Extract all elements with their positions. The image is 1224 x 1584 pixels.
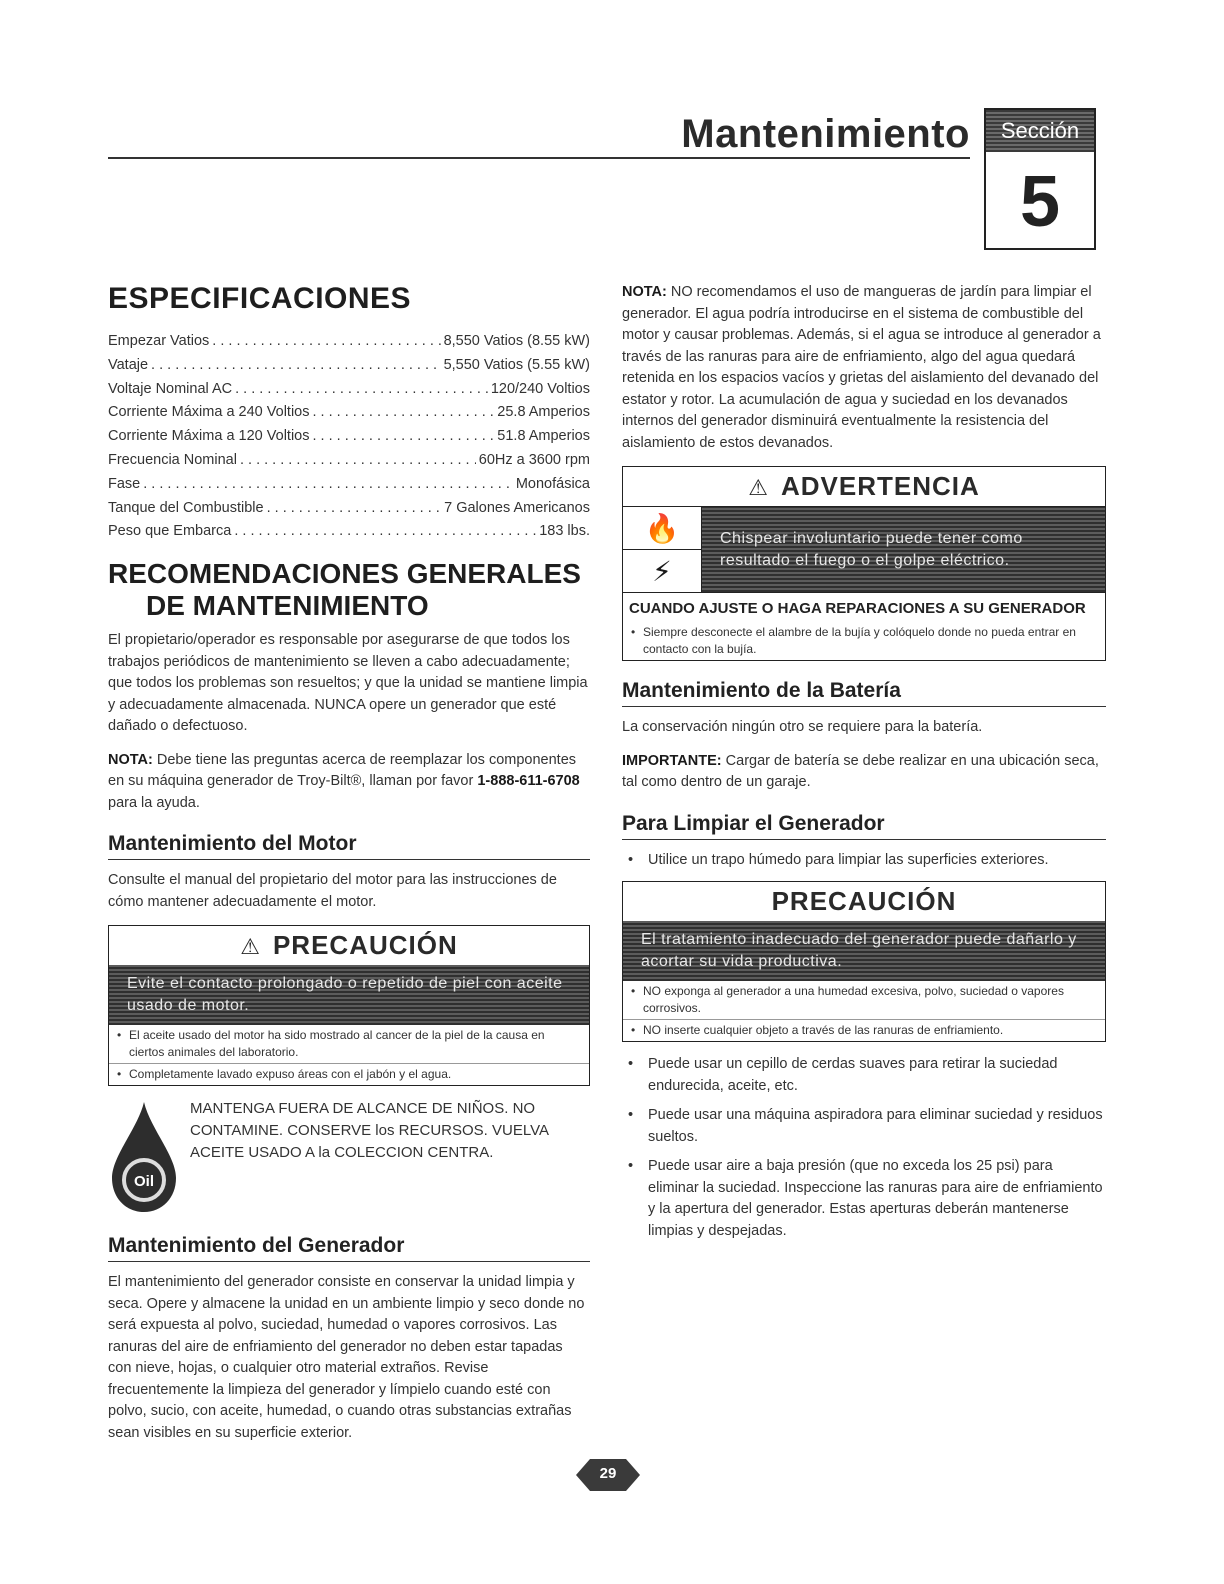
right-column <box>622 282 1106 1250</box>
spec-label: Fase <box>108 475 141 492</box>
nota-paragraph <box>108 750 590 815</box>
generator-text: El mantenimiento del generador consiste en conservar la unidad limpia y seca. Opere y almacene la unidad en un ambiente limpio y seco donde no será expuesta al polvo, suciedad, humedad o vapores corrosivos. Las ranuras del aire de enfriamiento del generador no deben estar tapadas con nieve, hojas, o cualquier otro material extraños. Revise frecuentemente la limpieza del generador y límpielo cuando esté con polvo, sucio, con aceite, humedad, o cuando otras substancias extrañas sean visibles en su superficie exterior. <box>108 1274 585 1441</box>
spec-label: Voltaje Nominal AC <box>108 380 233 397</box>
oil-drop-recycle-icon <box>108 1098 180 1216</box>
motor-text: Consulte el manual del propietario del motor para las instrucciones de cómo mantener adecuadamente el motor. <box>108 872 557 910</box>
importante-text: Cargar de batería se debe realizar en una ubicación seca, tal como dentro de un garaje. <box>622 752 1099 790</box>
oil-recycle-notice <box>108 1098 590 1216</box>
spec-label: Frecuencia Nominal <box>108 451 237 468</box>
cleaning-bullet: • Utilice un trapo húmedo para limpiar las superficies exteriores. <box>622 850 1106 872</box>
nota-right-label: NOTA: <box>622 284 667 300</box>
spec-value: 25.8 Amperios <box>497 404 590 421</box>
spec-row <box>108 330 590 354</box>
specs-list <box>108 330 590 544</box>
spec-label: Vataje <box>108 356 149 373</box>
warning-icons <box>623 507 702 592</box>
recommendations-heading <box>108 558 590 622</box>
cleaning-bullet: • Puede usar una máquina aspiradora para eliminar suciedad y residuos sueltos. <box>622 1105 1106 1148</box>
spec-row <box>108 497 590 521</box>
spec-label: Peso que Embarca <box>108 523 232 540</box>
spec-row <box>108 520 590 544</box>
battery-heading: Mantenimiento de la Batería <box>622 679 1106 707</box>
nota-right-text: NO recomendamos el uso de mangueras de jardín para limpiar el generador. El agua podría introducirse en el sistema de combustible del motor y causar problemas. Además, si el agua se introduce al generador a través de las ranuras para aire de enfriamiento, algo del agua quedará retenida en los espacios vacíos y grietas del aislamiento del devanado del estator y rotor. La acumulación de agua y suciedad en los devanados internos del generador disminuirá eventualmente la resistencia del aislamiento de estos devanados. <box>622 284 1101 451</box>
spec-row <box>108 354 590 378</box>
nota-text: Debe tiene las preguntas acerca de reemplazar los componentes en su máquina generador de Troy-Bilt®, llaman por favor <box>108 751 577 790</box>
motor-heading: Mantenimiento del Motor <box>108 832 590 860</box>
specs-heading: ESPECIFICACIONES <box>108 282 412 315</box>
cleaning-caution-box <box>622 881 1106 1042</box>
spec-value: 60Hz a 3600 rpm <box>478 451 590 468</box>
caution-bullet: • NO inserte cualquier objeto a través de las ranuras de enfriamiento. <box>623 1019 1105 1041</box>
section-number: 5 <box>1019 162 1061 242</box>
page-number-badge <box>576 1457 640 1493</box>
spec-row <box>108 401 590 425</box>
left-column <box>108 282 590 1456</box>
generator-heading: Mantenimiento del Generador <box>108 1234 590 1262</box>
spec-label: Tanque del Combustible <box>108 499 264 516</box>
spec-label: Corriente Máxima a 120 Voltios <box>108 428 310 445</box>
spec-row <box>108 473 590 497</box>
spec-value: 5,550 Vatios (5.55 kW) <box>443 356 590 373</box>
section-label: Sección <box>986 110 1094 152</box>
spec-label: Corriente Máxima a 240 Voltios <box>108 404 310 421</box>
nota-label: NOTA: <box>108 751 153 768</box>
warning-triangle-icon: ⚠ <box>748 475 769 500</box>
cleaning-bullet: • Puede usar aire a baja presión (que no exceda los 25 psi) para eliminar la suciedad. Inspeccione las ranuras para aire de enfriamiento y la apertura del generador. Estas aperturas deberán mantenerse limpias y despejadas. <box>622 1156 1106 1242</box>
spec-value: 183 lbs. <box>539 523 590 540</box>
warning-box <box>622 466 1106 661</box>
spec-row <box>108 378 590 402</box>
caution-bullet: • NO exponga al generador a una humedad excesiva, polvo, suciedad o vapores corrosivos. <box>623 981 1105 1019</box>
spec-row <box>108 449 590 473</box>
cleaning-heading: Para Limpiar el Generador <box>622 812 1106 840</box>
recommendations-paragraph: El propietario/operador es responsable por asegurarse de que todos los trabajos periódicos de mantenimiento se lleven a cabo adecuadamente; que todos los problemas son resueltos; y que la unidad se mantiene limpia y adecuadamente almacenada. NUNCA opere un generador que esté dañado o defectuoso. <box>108 632 588 735</box>
caution-bullet: • El aceite usado del motor ha sido mostrado al cancer de la piel de la causa en ciertos animales del laboratorio. <box>109 1025 589 1063</box>
phone-number: 1-888-611-6708 <box>477 773 580 790</box>
page-number: 29 <box>599 1465 617 1482</box>
spec-value: 7 Galones Americanos <box>444 499 590 516</box>
caution-band: El tratamiento inadecuado del generador puede dañarlo y acortar su vida productiva. <box>623 921 1105 981</box>
spec-label: Empezar Vatios <box>108 333 210 349</box>
section-badge <box>984 108 1096 250</box>
caution-title: ⚠ PRECAUCIÓN <box>240 930 458 961</box>
motor-caution-box <box>108 925 590 1086</box>
caution-bullet: • Completamente lavado expuso áreas con el jabón y el agua. <box>109 1063 589 1085</box>
warning-band: Chispear involuntario puede tener como resultado el fuego o el golpe eléctrico. <box>702 507 1105 592</box>
importante-label: IMPORTANTE: <box>622 752 722 769</box>
oil-notice-text: MANTENGA FUERA DE ALCANCE DE NIÑOS. NO CONTAMINE. CONSERVE los RECURSOS. VUELVA ACEITE USADO A la COLECCION CENTRA. <box>190 1100 549 1162</box>
warning-title: ⚠ ADVERTENCIA <box>748 471 980 501</box>
warning-subheading: CUANDO AJUSTE O HAGA REPARACIONES A SU GENERADOR <box>623 592 1105 622</box>
caution-title: PRECAUCIÓN <box>771 886 957 916</box>
warning-triangle-icon: ⚠ <box>240 934 261 960</box>
spec-value: Monofásica <box>515 475 590 492</box>
page-title: Mantenimiento <box>681 112 970 156</box>
electric-shock-icon: ⚡ <box>623 549 701 592</box>
battery-text: La conservación ningún otro se requiere para la batería. <box>622 719 983 735</box>
oil-label: Oil <box>133 1173 155 1191</box>
importante-paragraph <box>622 751 1106 794</box>
spec-value: 51.8 Amperios <box>497 428 590 445</box>
spec-row <box>108 425 590 449</box>
fire-icon: 🔥 <box>644 512 680 544</box>
recommendations-heading-line2: DE MANTENIMIENTO <box>146 590 429 622</box>
nota-right-paragraph <box>622 282 1106 454</box>
title-rule <box>108 157 970 159</box>
spec-value: 120/240 Voltios <box>490 380 590 397</box>
warning-bullet: • Siempre desconecte el alambre de la bujía y colóquelo donde no pueda entrar en contacto con la bujía. <box>623 622 1105 660</box>
recommendations-heading-line1: RECOMENDACIONES GENERALES <box>108 558 581 590</box>
cleaning-bullet: • Puede usar un cepillo de cerdas suaves para retirar la suciedad endurecida, aceite, etc. <box>622 1054 1106 1097</box>
caution-band: Evite el contacto prolongado o repetido de piel con aceite usado de motor. <box>109 965 589 1025</box>
spec-value: 8,550 Vatios (8.55 kW) <box>443 333 590 349</box>
warning-body <box>623 506 1105 592</box>
nota-end: para la ayuda. <box>108 794 200 811</box>
